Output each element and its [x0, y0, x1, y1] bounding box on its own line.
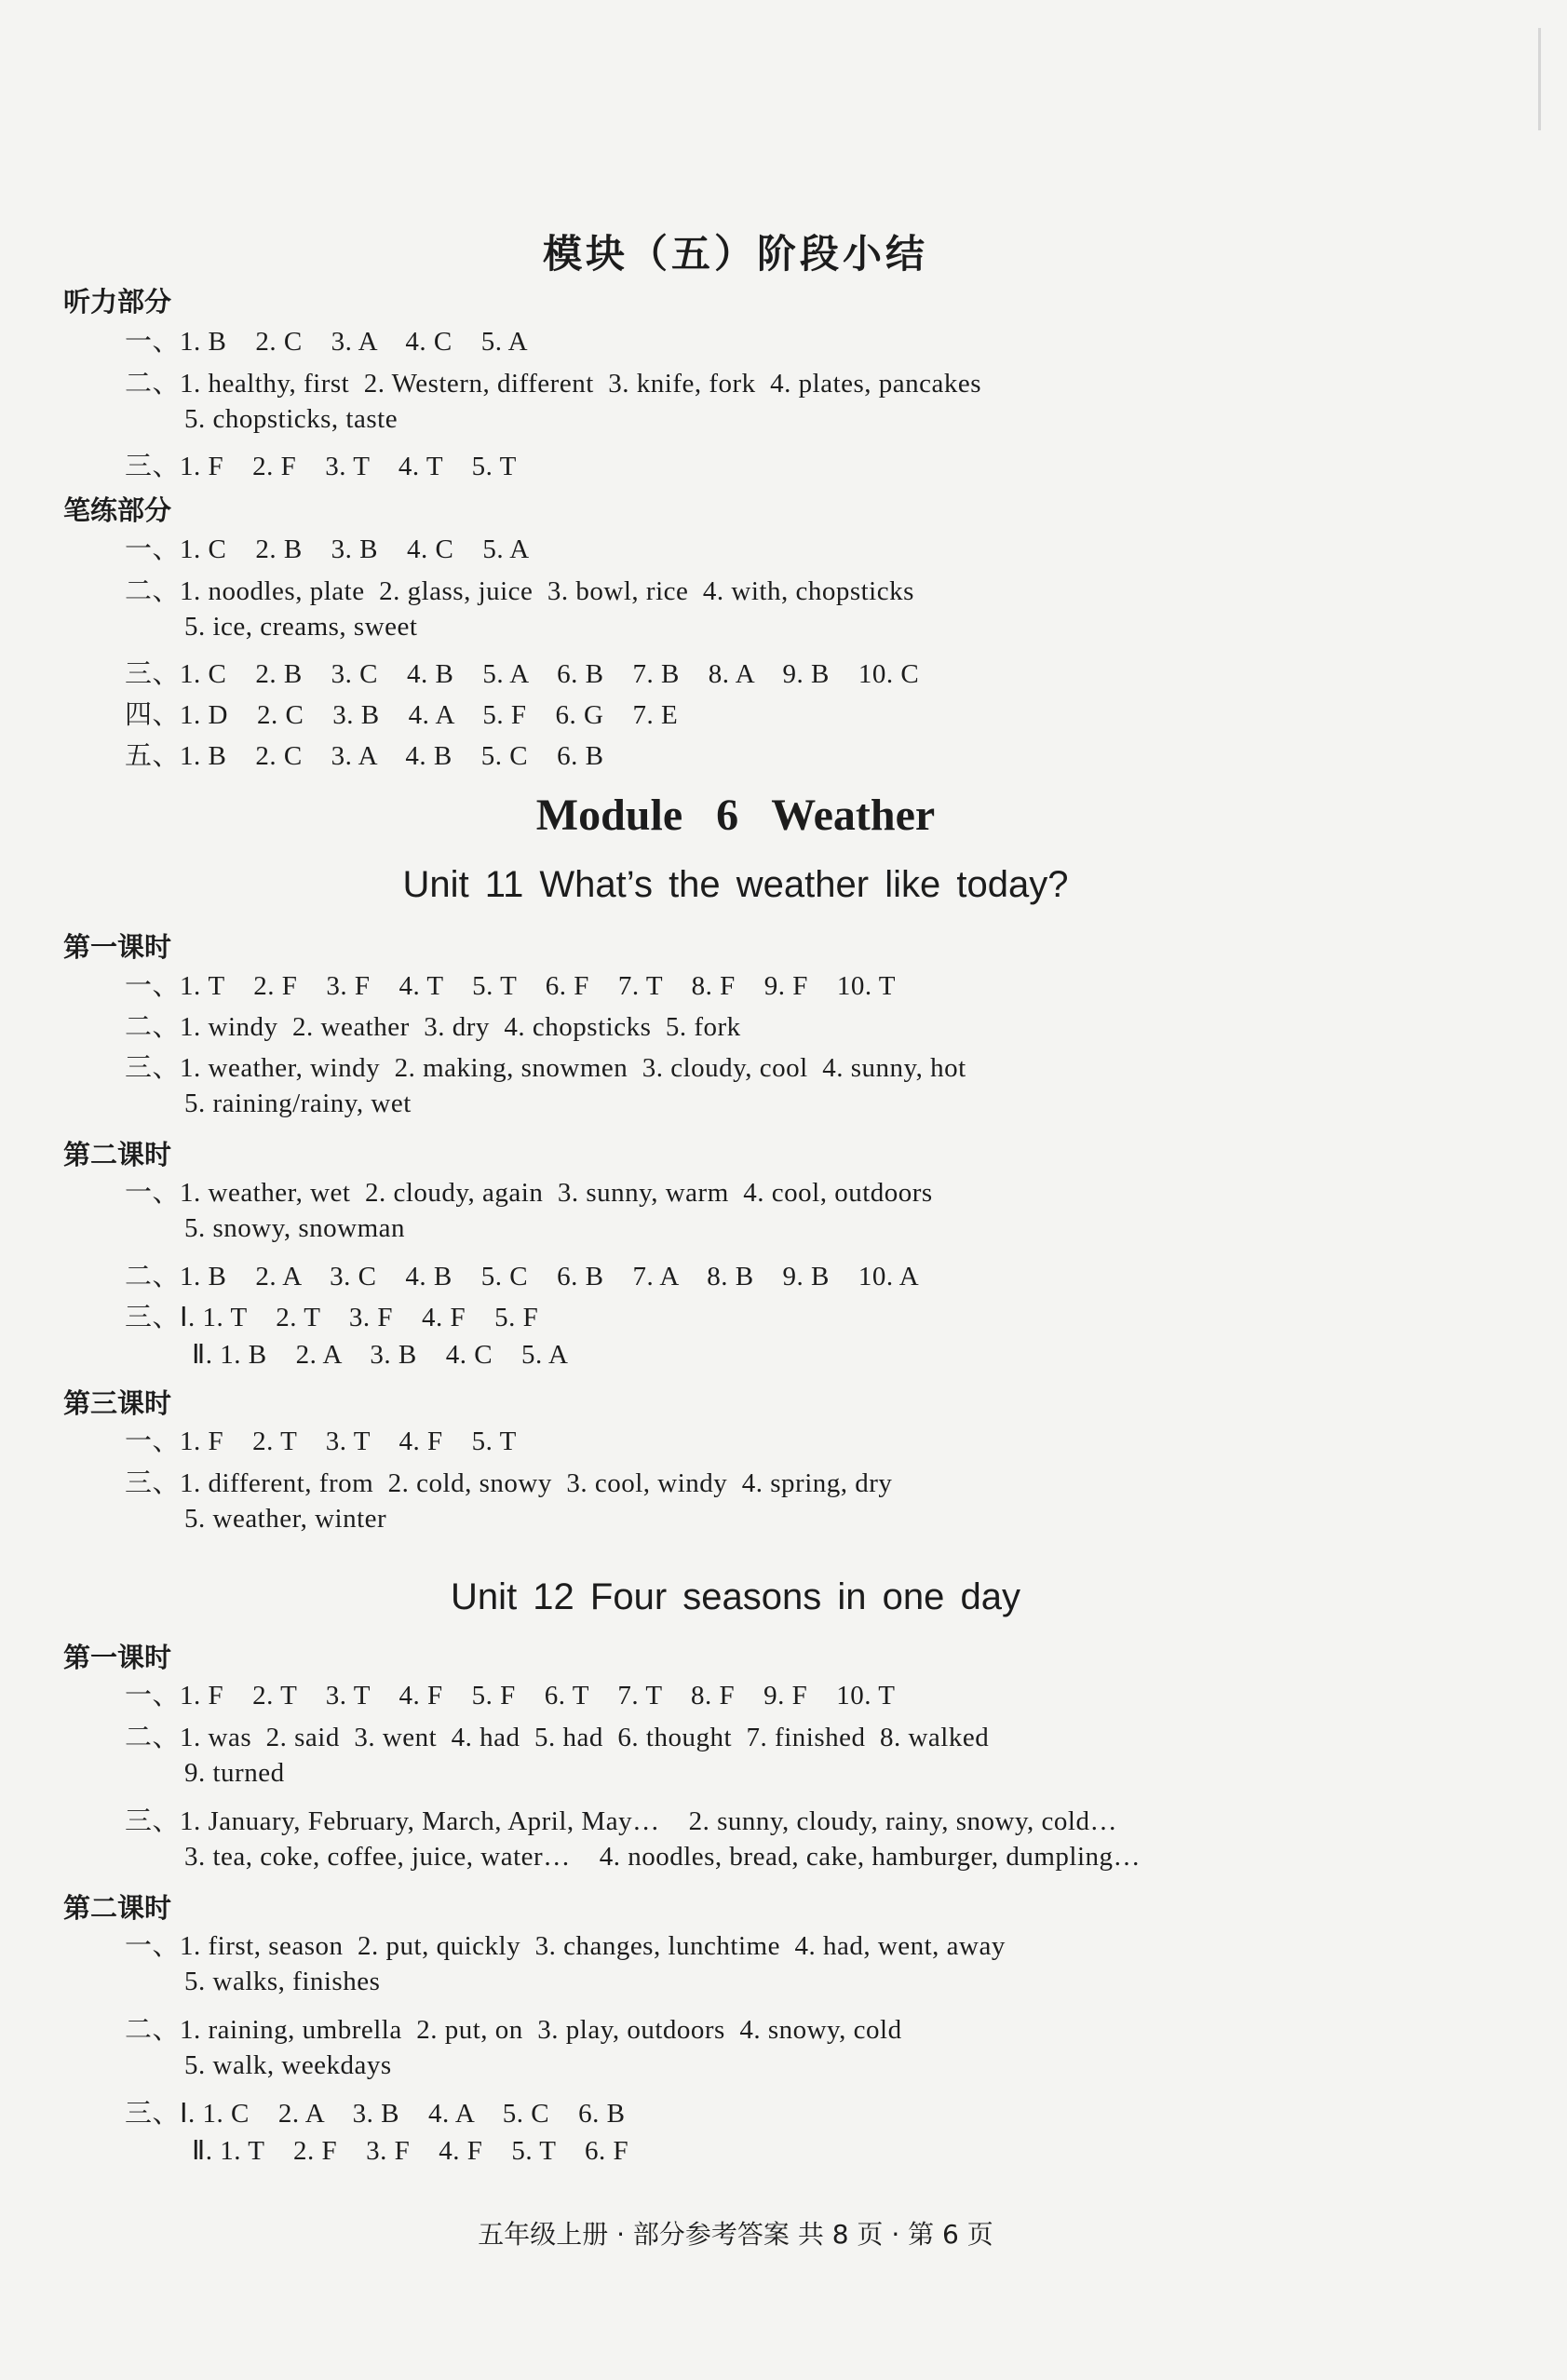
answer-line: 三、Ⅰ. 1. T 2. T 3. F 4. F 5. F	[125, 1303, 539, 1332]
module6-title: Module 6 Weather	[535, 791, 936, 840]
answer-line: 5. snowy, snowman	[184, 1213, 406, 1243]
answer-line: 9. turned	[184, 1758, 285, 1788]
answer-line: 一、1. T 2. F 3. F 4. T 5. T 6. F 7. T 8. F 9. F 10. T	[125, 971, 897, 1001]
answer-line: 三、1. F 2. F 3. T 4. T 5. T	[125, 452, 517, 481]
answer-line: Ⅱ. 1. B 2. A 3. B 4. C 5. A	[192, 1340, 569, 1370]
writing-section-label: 笔练部分	[63, 494, 172, 526]
answer-line: 三、1. weather, windy 2. making, snowmen 3. cloudy, cool 4. sunny, hot	[125, 1053, 966, 1083]
answer-line: 5. walk, weekdays	[184, 2050, 392, 2080]
answer-line: 二、1. noodles, plate 2. glass, juice 3. bowl, rice 4. with, chopsticks	[125, 576, 914, 606]
answer-line: 四、1. D 2. C 3. B 4. A 5. F 6. G 7. E	[125, 700, 679, 730]
unit12-lesson1-label: 第一课时	[63, 1642, 172, 1673]
answer-line: 二、1. was 2. said 3. went 4. had 5. had 6. thought 7. finished 8. walked	[125, 1723, 990, 1752]
answer-line: 3. tea, coke, coffee, juice, water… 4. noodles, bread, cake, hamburger, dumpling…	[184, 1842, 1141, 1872]
unit12-title: Unit 12 Four seasons in one day	[451, 1576, 1020, 1617]
answer-line: 一、1. weather, wet 2. cloudy, again 3. sunny, warm 4. cool, outdoors	[125, 1178, 933, 1208]
answer-line: 5. chopsticks, taste	[184, 404, 399, 434]
unit11-lesson1-label: 第一课时	[63, 931, 172, 963]
module5-title: 模块（五）阶段小结	[542, 231, 928, 277]
answer-line: 二、1. raining, umbrella 2. put, on 3. play, outdoors 4. snowy, cold	[125, 2015, 902, 2045]
answer-line: 三、1. C 2. B 3. C 4. B 5. A 6. B 7. B 8. A 9. B 10. C	[125, 659, 920, 689]
answer-line: 五、1. B 2. C 3. A 4. B 5. C 6. B	[125, 741, 604, 771]
unit11-lesson3-label: 第三课时	[63, 1387, 172, 1419]
answer-line: 二、1. windy 2. weather 3. dry 4. chopsticks 5. fork	[125, 1012, 741, 1042]
answer-line: 一、1. F 2. T 3. T 4. F 5. F 6. T 7. T 8. F 9. F 10. T	[125, 1681, 896, 1711]
answer-line: 一、1. first, season 2. put, quickly 3. changes, lunchtime 4. had, went, away	[125, 1931, 1006, 1961]
unit11-title: Unit 11 What’s the weather like today?	[402, 864, 1069, 905]
scan-edge-line	[1538, 28, 1541, 130]
answer-line: 一、1. F 2. T 3. T 4. F 5. T	[125, 1427, 517, 1456]
unit11-lesson2-label: 第二课时	[63, 1139, 172, 1170]
page-footer: 五年级上册 · 部分参考答案 共 8 页 · 第 6 页	[478, 2219, 993, 2250]
unit12-lesson2-label: 第二课时	[63, 1892, 172, 1924]
answer-line: 三、Ⅰ. 1. C 2. A 3. B 4. A 5. C 6. B	[125, 2099, 626, 2129]
answer-line: 一、1. B 2. C 3. A 4. C 5. A	[125, 327, 529, 357]
answer-line: 三、1. different, from 2. cold, snowy 3. cool, windy 4. spring, dry	[125, 1468, 893, 1498]
answer-line: 5. raining/rainy, wet	[184, 1089, 412, 1118]
answer-line: 一、1. C 2. B 3. B 4. C 5. A	[125, 534, 530, 564]
answer-line: 5. ice, creams, sweet	[184, 612, 418, 642]
listening-section-label: 听力部分	[63, 286, 172, 318]
answer-line: 5. weather, winter	[184, 1504, 387, 1534]
answer-line: 二、1. B 2. A 3. C 4. B 5. C 6. B 7. A 8. B 9. B 10. A	[125, 1262, 920, 1291]
answer-line: 三、1. January, February, March, April, May… 2. sunny, cloudy, rainy, snowy, cold…	[125, 1806, 1117, 1836]
answer-line: Ⅱ. 1. T 2. F 3. F 4. F 5. T 6. F	[192, 2136, 629, 2166]
answer-line: 5. walks, finishes	[184, 1967, 381, 1996]
answer-line: 二、1. healthy, first 2. Western, different 3. knife, fork 4. plates, pancakes	[125, 369, 982, 399]
